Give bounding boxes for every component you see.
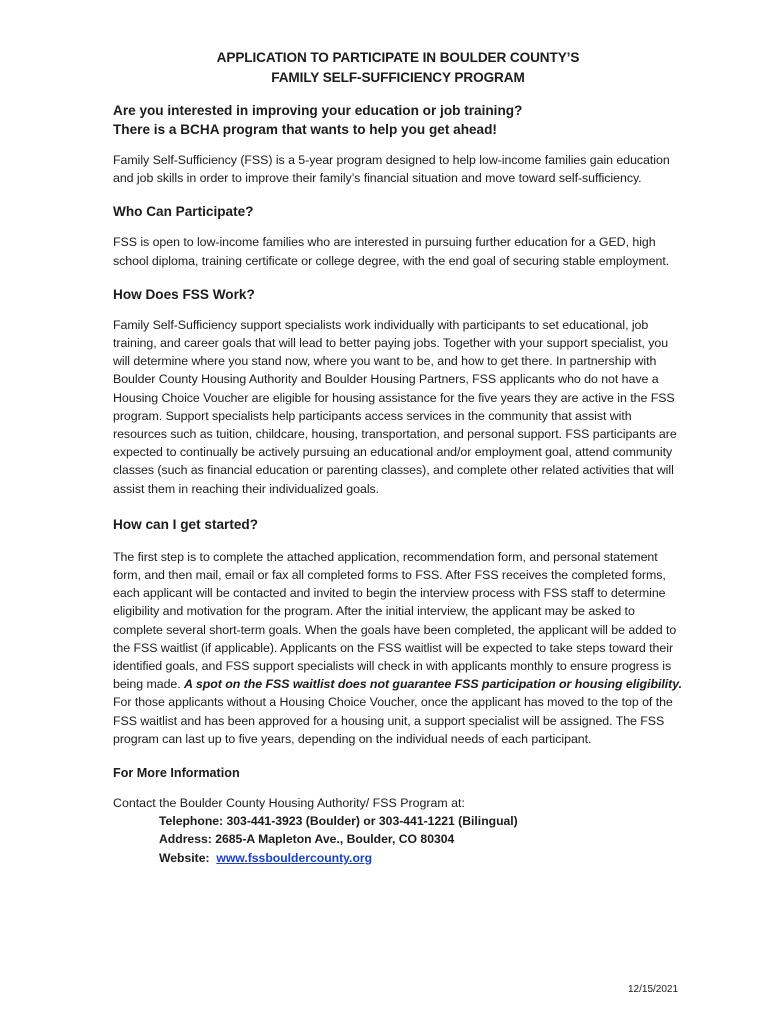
title-line-1: APPLICATION TO PARTICIPATE IN BOULDER COUNTY’S <box>216 50 580 65</box>
start-text-b: For those applicants without a Housing Choice Voucher, once the applicant has moved to the top of the FSS waitlist and has been approved for a housing unit, a support specialist will be assigned. The FSS program can last up to five years, depending on the individual needs of each participant. <box>113 695 673 746</box>
page-title <box>113 48 683 88</box>
website-link[interactable]: www.fssbouldercounty.org <box>216 850 373 865</box>
intro-line-2: There is a BCHA program that wants to help you get ahead! <box>113 122 497 137</box>
who-heading: Who Can Participate? <box>113 204 254 220</box>
how-heading: How Does FSS Work? <box>113 286 255 302</box>
address-line: Address: 2685-A Mapleton Ave., Boulder, CO 80304 <box>159 832 455 847</box>
website-label: Website: <box>159 850 217 865</box>
intro-line-1: Are you interested in improving your education or job training? <box>113 103 523 118</box>
document-date: 12/15/2021 <box>628 984 679 995</box>
summary-paragraph: Family Self-Sufficiency (FSS) is a 5-year program designed to help low-income families gain education and job skills in order to improve their family’s financial situation and move toward self-sufficiency. <box>113 153 670 186</box>
document-page <box>113 48 683 867</box>
start-heading: How can I get started? <box>113 516 259 532</box>
start-text-a: The first step is to complete the attached application, recommendation form, and personal statement form, and then mail, email or fax all completed forms to FSS. After FSS receives the completed forms, each applicant will be contacted and invited to begin the interview process with FSS staff to determine eligibility and motivation for the program. After the initial interview, the applicant may be asked to complete several short-term goals. When the goals have been completed, the applicant will be added to the FSS waitlist (if applicable). Applicants on the FSS waitlist will be expected to take steps toward their identified goals, and FSS support specialists will check in with applicants monthly to ensure progress is being made. <box>113 549 677 692</box>
start-paragraph <box>113 548 683 748</box>
title-line-2: FAMILY SELF-SUFFICIENCY PROGRAM <box>271 70 525 85</box>
contact-details <box>159 812 683 867</box>
how-paragraph: Family Self-Sufficiency support specialists work individually with participants to set educational, job training, and career goals that will lead to better paying jobs. Together with your support specialist, you will determine where you stand now, where you want to be, and how to get there. In partnership with Boulder County Housing Authority and Boulder Housing Partners, FSS applicants who do not have a Housing Choice Voucher are eligible for housing assistance for the five years they are active in the FSS program. Support specialists help participants access services in the community that assist with resources such as tuition, childcare, housing, transportation, and personal support. FSS participants are expected to continually be actively pursuing an educational and/or employment goal, attend community classes (such as financial education or parenting classes), and complete other related activities that will assist them in reaching their individualized goals. <box>113 317 677 496</box>
more-info-heading: For More Information <box>113 766 240 781</box>
contact-intro: Contact the Boulder County Housing Authority/ FSS Program at: <box>113 796 465 811</box>
intro-heading <box>113 101 683 139</box>
who-paragraph: FSS is open to low-income families who are interested in pursuing further education for a GED, high school diploma, training certificate or college degree, with the end goal of securing stable employment. <box>113 235 670 268</box>
website-line <box>159 849 683 867</box>
telephone-line: Telephone: 303-441-3923 (Boulder) or 303-441-1221 (Bilingual) <box>159 814 518 829</box>
waitlist-disclaimer: A spot on the FSS waitlist does not guarantee FSS participation or housing eligibility. <box>184 677 683 692</box>
